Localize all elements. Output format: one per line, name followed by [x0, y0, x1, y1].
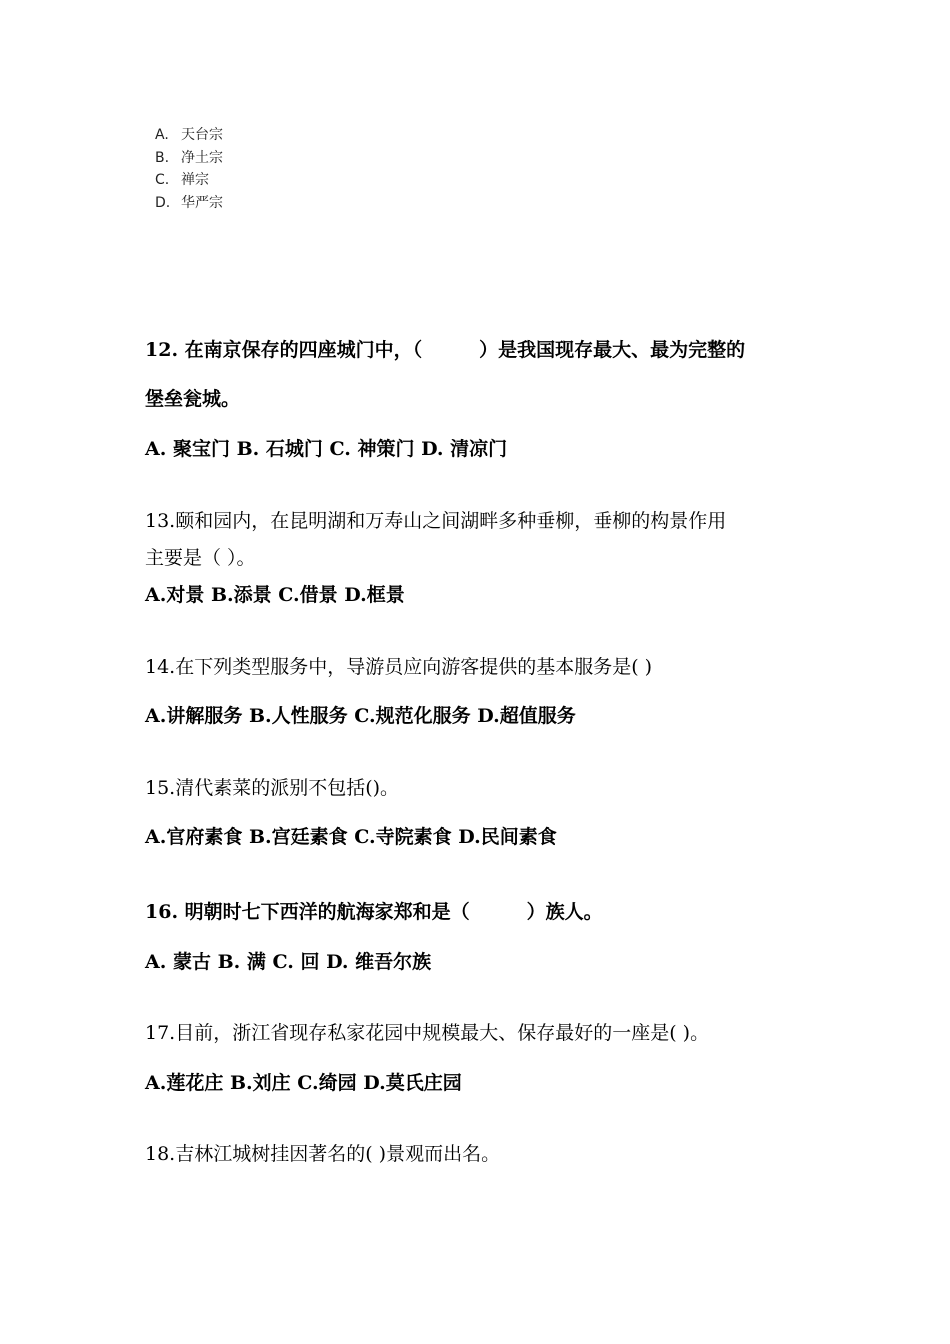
question-12-options: A. 聚宝门 B. 石城门 C. 神策门 D. 清凉门 — [145, 438, 508, 460]
question-16-stem: 16. 明朝时七下西洋的航海家郑和是（ ）族人。 — [145, 901, 603, 923]
question-13-options: A.对景 B.添景 C.借景 D.框景 — [145, 584, 405, 606]
question-14-stem: 14.在下列类型服务中，导游员应向游客提供的基本服务是( ) — [145, 656, 653, 678]
question-13-line-1: 13.颐和园内，在昆明湖和万寿山之间湖畔多种垂柳，垂柳的构景作用 — [145, 510, 727, 532]
question-15-options: A.官府素食 B.宫廷素食 C.寺院素食 D.民间素食 — [145, 826, 557, 848]
option-d: D. 华严宗 — [155, 194, 223, 211]
question-18-stem: 18.吉林江城树挂因著名的( )景观而出名。 — [145, 1143, 501, 1165]
option-b: B. 净土宗 — [155, 149, 223, 166]
option-a: A. 天台宗 — [155, 127, 223, 143]
question-17-stem: 17.目前，浙江省现存私家花园中规模最大、保存最好的一座是( )。 — [145, 1022, 710, 1044]
question-16-options: A. 蒙古 B. 满 C. 回 D. 维吾尔族 — [145, 951, 432, 973]
question-12-line-2: 堡垒瓮城。 — [145, 388, 241, 410]
question-17-options: A.莲花庄 B.刘庄 C.绮园 D.莫氏庄园 — [145, 1072, 462, 1094]
question-14-options: A.讲解服务 B.人性服务 C.规范化服务 D.超值服务 — [145, 705, 576, 727]
question-15-stem: 15.清代素菜的派别不包括()。 — [145, 777, 400, 799]
question-12-line-1: 12. 在南京保存的四座城门中，（ ）是我国现存最大、最为完整的 — [145, 339, 746, 361]
option-c: C. 禅宗 — [155, 172, 209, 188]
previous-question-options — [155, 124, 223, 214]
question-13-line-2: 主要是（ ）。 — [145, 547, 256, 569]
